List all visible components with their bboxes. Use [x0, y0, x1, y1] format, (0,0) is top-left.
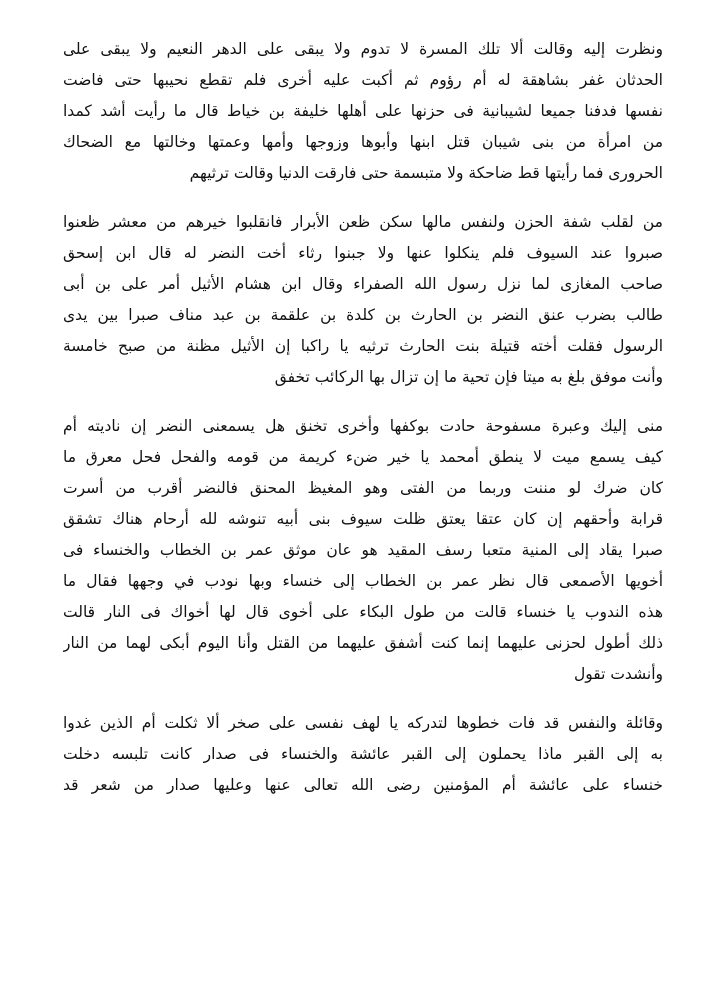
text-line: وأنشدت تقول: [573, 665, 663, 683]
text-line: من لقلب شفة الحزن ولنفس مالها سكن ظعن الأبرار فانقلبوا خيرهم من معشر ظعنوا: [63, 213, 663, 231]
text-line: خنساء على عائشة أم المؤمنين رضى الله تعالى عنها وعليها صدار من شعر قد: [63, 776, 663, 794]
text-line: قرابة وأحقهم إن كان عتقا يعتق ظلت سيوف بنى أبيه تنوشه لله أرحام هناك تشقق: [63, 510, 663, 528]
text-line: أخويها الأصمعى قال نظر عمر بن الخطاب إلى خنساء وبها نودب في وجهها فقال ما: [63, 572, 663, 590]
text-line: صبرا يقاد إلى المنية متعبا رسف المقيد هو عان موثق عمر بن الخطاب والخنساء فى: [63, 541, 663, 559]
text-line: صاحب المغازى لما نزل رسول الله الصفراء وقال ابن هشام الأثيل أمر على بن أبى: [63, 275, 663, 293]
paragraph-3: [63, 411, 663, 690]
text-line: الحرورى فما رأيتها قط ضاحكة ولا متبسمة حتى فارقت الدنيا وقالت ترثيهم: [189, 164, 663, 182]
text-line: كيف يسمع ميت لا ينطق أمحمد يا خير ضنء كريمة من قومه والفحل فحل معرق ما: [63, 448, 663, 466]
text-line: الحدثان غفر بشاهقة له أم رؤوم ثم أكبت عليه أخرى فلم تقطع نحيبها حتى فاضت: [63, 71, 663, 89]
paragraph-4: [63, 708, 663, 801]
text-line: وأنت موفق بلغ به ميتا فإن تحية ما إن تزال بها الركائب تخفق: [274, 368, 663, 386]
text-line: هذه الندوب يا خنساء قالت من طول البكاء على أخوى قال لها أخواك فى النار قالت: [63, 603, 663, 621]
text-line: كان ضرك لو مننت وربما من الفتى وهو المغيظ المحنق فالنضر أقرب من أسرت: [63, 479, 663, 497]
text-line: به إلى القبر ماذا يحملون إلى القبر عائشة والخنساء فى صدار كانت تلبسه دخلت: [63, 745, 663, 763]
text-line: من امرأة من بنى شيبان قتل ابنها وأبوها وزوجها وأمها وعمتها وخالتها مع الضحاك: [63, 133, 663, 151]
text-line: طالب بضرب عنق النضر بن الحارث بن كلدة بن علقمة بن عبد مناف صبرا بين يدى: [63, 306, 663, 324]
paragraph-1: [63, 34, 663, 189]
text-line: منى إليك وعبرة مسفوحة حادت بوكفها وأخرى تخنق هل يسمعنى النضر إن ناديته أم: [63, 417, 663, 435]
text-line: ونظرت إليه وقالت ألا تلك المسرة لا تدوم ولا يبقى على الدهر النعيم ولا يبقى على: [63, 40, 663, 58]
paragraph-2: [63, 207, 663, 393]
text-column: [63, 34, 663, 819]
text-line: الرسول فقلت أخته قتيلة بنت الحارث ترثيه يا راكبا إن الأثيل مظنة من صبح خامسة: [63, 337, 663, 355]
text-line: وقائلة والنفس قد فات خطوها لتدركه يا لهف نفسى على صخر ألا ثكلت أم الذين غدوا: [63, 714, 663, 732]
text-line: نفسها فدفنا جميعا لشيبانية فى حزنها على أهلها خليفة بن خياط قال ما رأيت أشد كمدا: [63, 102, 663, 120]
text-line: صبروا عند السيوف فلم ينكلوا عنها ولا جبنوا رثاء أخت النضر له قال ابن إسحق: [63, 244, 663, 262]
text-line: ذلك أطول لحزنى عليهما إنما كنت أشفق عليهما من القتل وأنا اليوم أبكى لهما من النار: [63, 634, 663, 652]
